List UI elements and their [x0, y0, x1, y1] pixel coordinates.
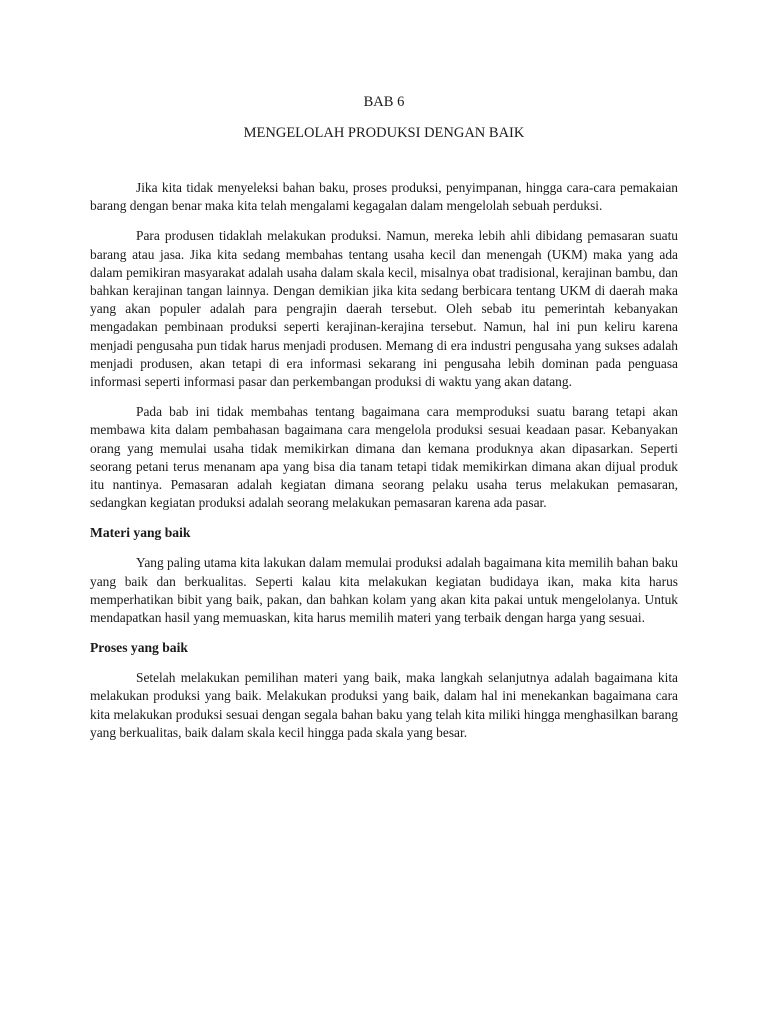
document-body [90, 179, 678, 742]
chapter-title: MENGELOLAH PRODUKSI DENGAN BAIK [243, 125, 525, 141]
section-heading-materi: Materi yang baik [90, 525, 191, 541]
section-paragraph-materi: Yang paling utama kita lakukan dalam memulai produksi adalah bagaimana kita memilih bahan baku yang baik dan berkualitas. Seperti kalau kita melakukan kegiatan budidaya ikan, maka kita harus memperhatikan bibit yang baik, pakan, dan bahkan kolam yang akan kita pakai untuk mengelolanya. Untuk mendapatkan hasil yang memuaskan, kita harus memilih materi yang terbaik dengan harga yang sesuai. [90, 555, 678, 626]
section-paragraph-proses: Setelah melakukan pemilihan materi yang baik, maka langkah selanjutnya adalah bagaimana kita melakukan produksi yang baik. Melakukan produksi yang baik, dalam hal ini menekankan bagaimana cara kita melakukan produksi sesuai dengan segala bahan baku yang telah kita miliki hingga menghasilkan barang yang berkualitas, baik dalam skala kecil hingga pada skala yang besar. [90, 670, 678, 740]
document-page [90, 92, 678, 754]
intro-paragraph-1: Jika kita tidak menyeleksi bahan baku, proses produksi, penyimpanan, hingga cara-cara pemakaian barang dengan benar maka kita telah mengalami kegagalan dalam mengelolah sebuah perduksi. [90, 180, 678, 214]
intro-paragraph-2: Para produsen tidaklah melakukan produksi. Namun, mereka lebih ahli dibidang pemasaran suatu barang atau jasa. Jika kita sedang membahas tentang usaha kecil dan menengah (UKM) maka yang ada dalam pemikiran masyarakat adalah usaha dalam skala kecil, misalnya obat tradisional, kerajinan bambu, dan bahkan kerajinan tangan lainnya. Dengan demikian jika kita sedang berbicara tentang UKM di daerah maka yang akan populer adalah para pengrajin daerah tersebut. Oleh sebab itu pemerintah kebanyakan mengadakan pembinaan produksi seperti kerajinan-kerajina tersebut. Namun, hal ini pun keliru karena menjadi pengusaha pun tidak harus menjadi produsen. Memang di era industri pengusaha yang sukses adalah menjadi produsen, akan tetapi di era informasi sekarang ini pengusaha lebih dominan pada penguasa informasi seperti informasi pasar dan perkembangan produksi di waktu yang akan datang. [90, 228, 678, 390]
chapter-number: BAB 6 [363, 94, 405, 110]
intro-paragraph-3: Pada bab ini tidak membahas tentang bagaimana cara memproduksi suatu barang tetapi akan membawa kita dalam pembahasan bagaimana cara mengelola produksi sesuai keadaan pasar. Kebanyakan orang yang memulai usaha tidak memikirkan dimana dan kemana produknya akan dipasarkan. Seperti seorang petani terus menanam apa yang bisa dia tanam tetapi tidak memikirkan dimana akan dijual produk itu nantinya. Pemasaran adalah kegiatan dimana seorang pelaku usaha terus melakukan pemasaran, sedangkan kegiatan produksi adalah seorang melakukan pemasaran karena ada pasar. [90, 404, 678, 511]
section-heading-proses: Proses yang baik [90, 640, 188, 656]
